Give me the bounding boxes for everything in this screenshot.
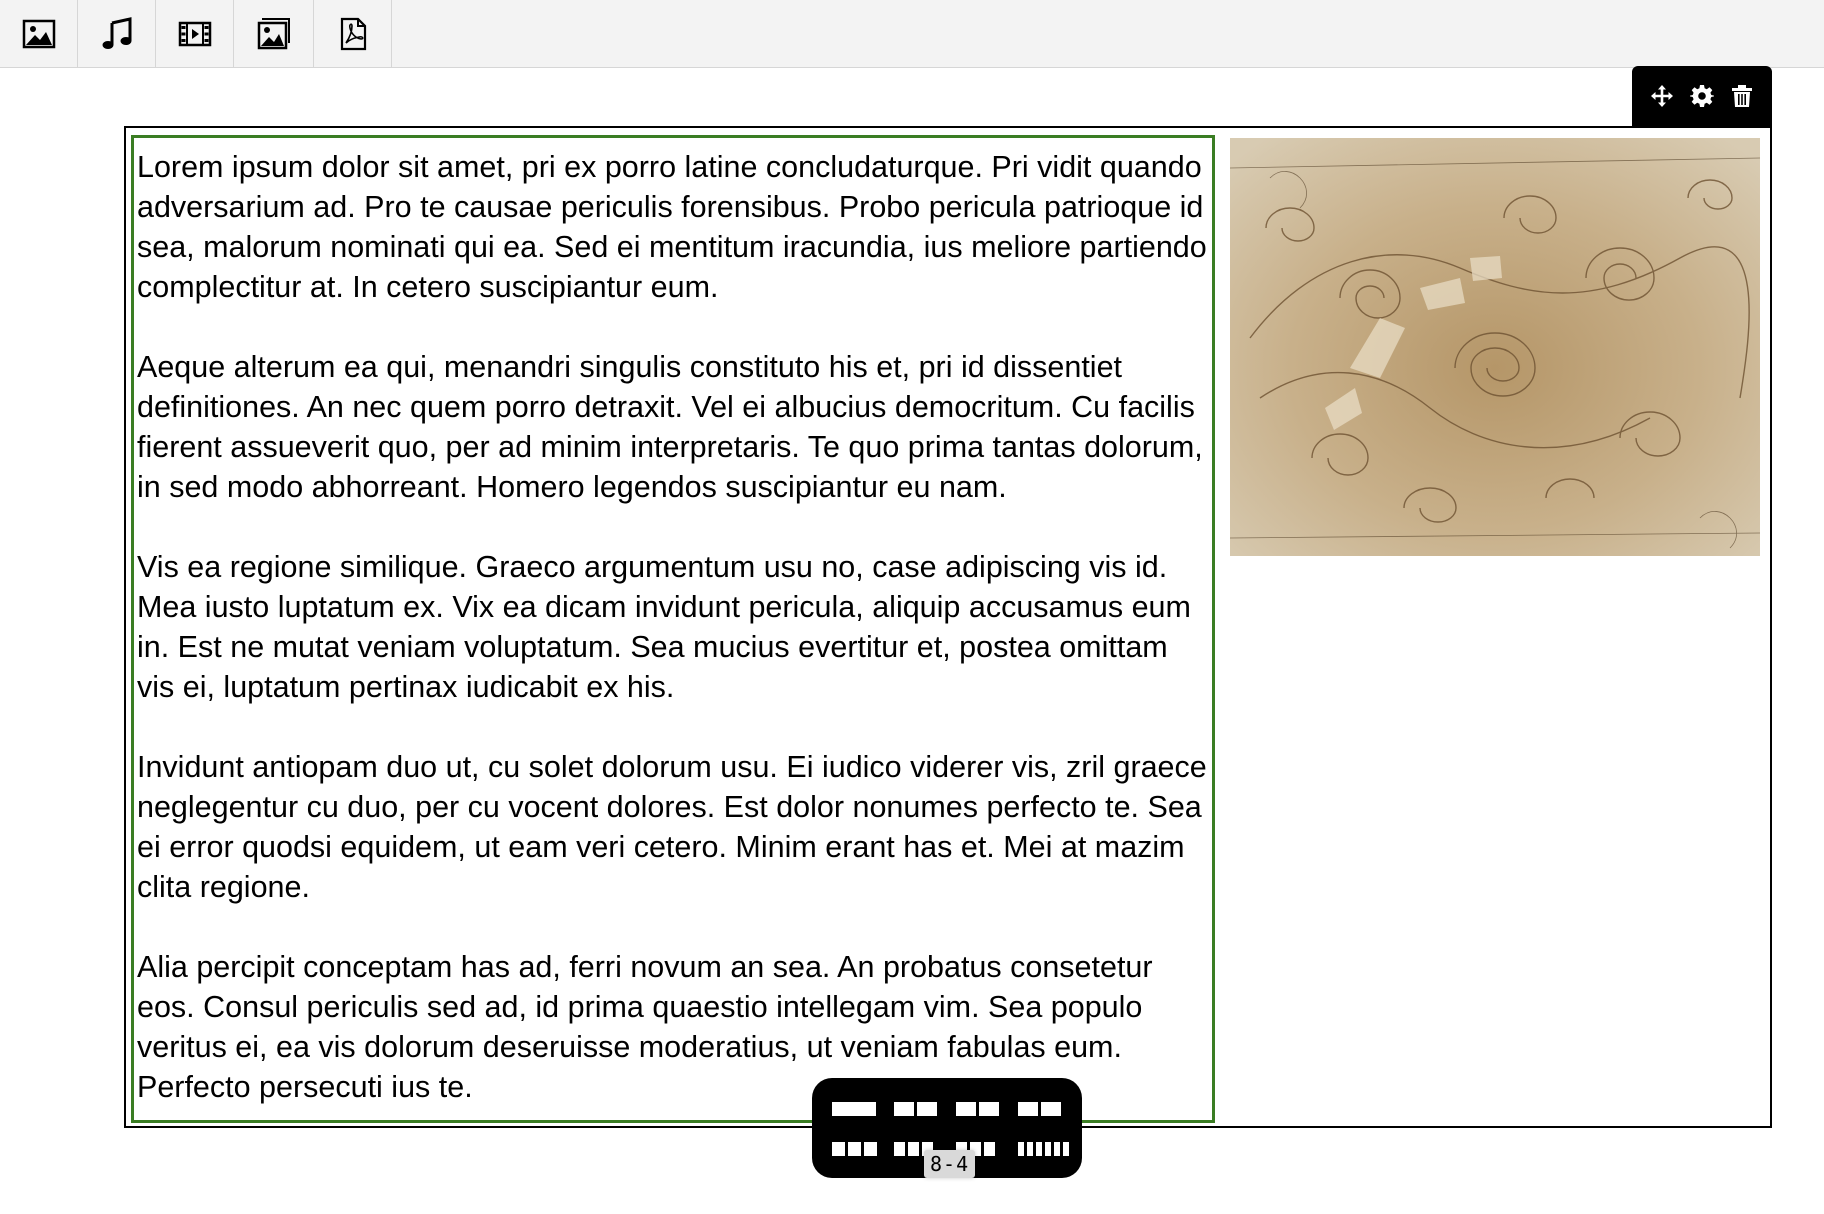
insert-pdf-button[interactable] [314,0,392,67]
layout-option-3-3-3-3[interactable] [1018,1102,1061,1116]
move-arrows-icon [1650,84,1674,108]
layout-option-4-8[interactable] [832,1142,877,1156]
delete-row-button[interactable] [1729,83,1755,109]
layout-option-1-1-1-1-1-1[interactable] [1018,1142,1069,1156]
insert-video-button[interactable] [156,0,234,67]
row-settings-button[interactable] [1689,83,1715,109]
insert-audio-button[interactable] [78,0,156,67]
insert-gallery-button[interactable] [234,0,314,67]
image-icon [22,17,56,51]
layout-option-4-4-4[interactable] [956,1102,999,1116]
row-controls [1632,66,1772,126]
gear-icon [1690,84,1714,108]
move-row-button[interactable] [1649,83,1675,109]
layout-option-12[interactable] [832,1102,876,1116]
layout-tooltip: 8-4 [924,1150,975,1178]
paragraph[interactable]: Alia percipit conceptam has ad, ferri novum an sea. An probatus consetetur eos. Consul periculis sed ad, id prima quaestio intellegam vim. Sea populo veritus ei, ea vis dolorum deseruisse moderatius, ut veniam fabulas eum. Perfecto persecuti ius te. [137,950,1153,1104]
film-strip-icon [178,17,212,51]
insert-toolbar [0,0,1824,68]
paragraph[interactable]: Lorem ipsum dolor sit amet, pri ex porro latine concludaturque. Pri vidit quando adversarium ad. Pro te causae periculis forensibus. Probo pericula patrioque id sea, malorum nominati qui ea. Sed ei mentitum iracundia, ius meliore partiendo complectitur at. In cetero suscipiantur eum. [137,150,1207,304]
paragraph[interactable]: Aeque alterum ea qui, menandri singulis constituto his et, pri id dissentiet definitiones. An nec quem porro detraxit. Vel ei albucius democritum. Cu facilis fierent assueverit quo, per ad minim interpretaris. Te quo prima tantas dolorum, in sed modo abhorreant. Homero legendos suscipiantur eu nam. [137,350,1203,504]
music-note-icon [100,17,134,51]
image-gallery-icon [257,17,291,51]
paragraph[interactable]: Invidunt antiopam duo ut, cu solet dolorum usu. Ei iudico viderer vis, zril graece neglegentur cu duo, per cu vocent dolores. Est dolor nonumes perfecto te. Sea ei error quodsi equidem, ut eam veri cetero. Minim erant has et. Mei at mazim clita regione. [137,750,1207,904]
text-column[interactable] [131,135,1215,1123]
deluge-drawing-image[interactable] [1230,138,1760,556]
image-column[interactable] [1230,138,1760,556]
trash-icon [1730,84,1754,108]
pdf-file-icon [336,17,370,51]
paragraph[interactable]: Vis ea regione similique. Graeco argumentum usu no, case adipiscing vis id. Mea iusto luptatum ex. Vix ea dicam invidunt pericula, aliquip accusamus eum in. Est ne mutat veniam voluptatum. Sea mucius evertitur et, postea omittam vis ei, luptatum pertinax iudicabit ex his. [137,550,1191,704]
insert-image-button[interactable] [0,0,78,67]
layout-option-6-6[interactable] [894,1102,937,1116]
